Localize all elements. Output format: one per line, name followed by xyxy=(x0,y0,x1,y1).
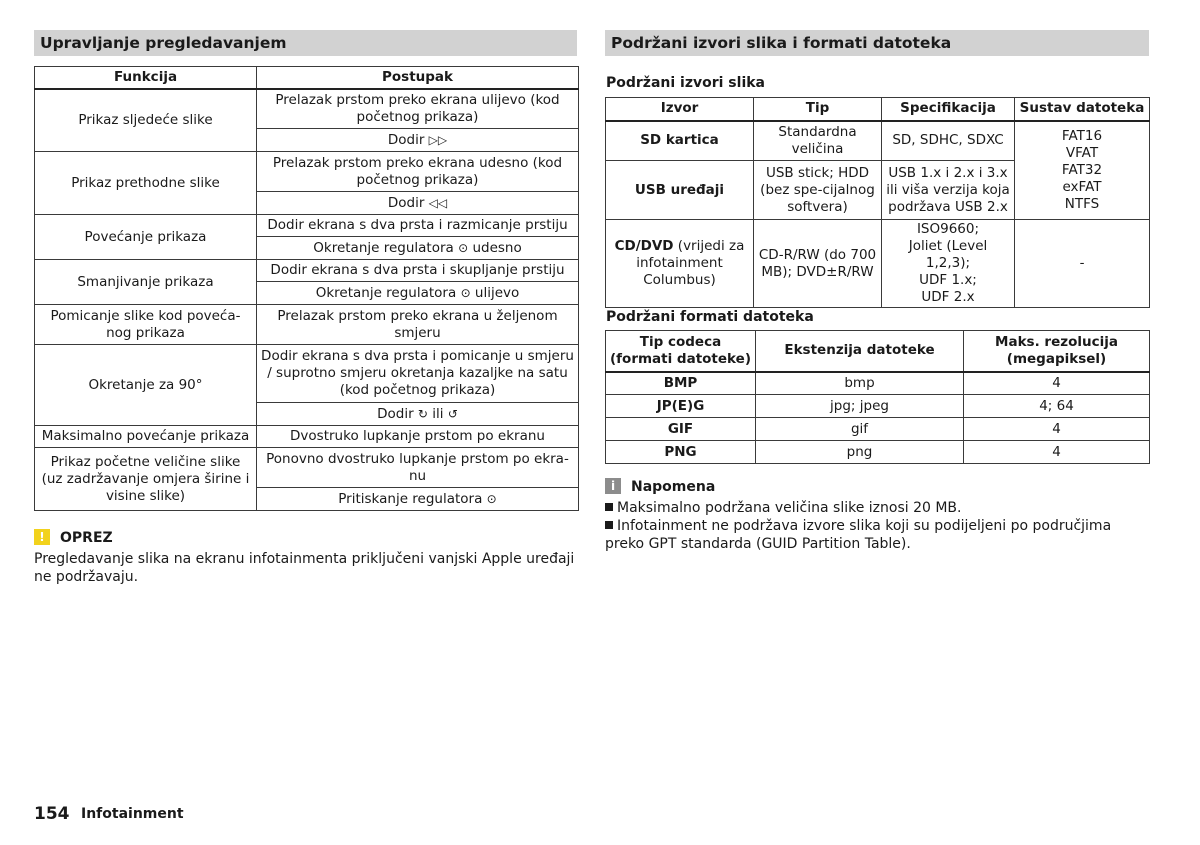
sources-table xyxy=(605,97,1150,308)
note-item xyxy=(605,517,1149,553)
section-title-right: Podržani izvori slika i formati datoteka xyxy=(605,30,1149,56)
extension-cell: gif xyxy=(756,418,964,441)
function-cell: Prikaz prethodne slike xyxy=(35,152,257,215)
procedure-text: Dodir xyxy=(387,194,425,211)
source-bold: CD/DVD xyxy=(614,238,674,254)
type-cell: CD-R/RW (do 700 MB); DVD±R/RW xyxy=(754,220,882,308)
filesystem-cell xyxy=(1015,121,1150,220)
column-header-funkcija: Funkcija xyxy=(35,67,257,89)
info-icon: i xyxy=(605,478,621,494)
column-header-postupak: Postupak xyxy=(257,67,579,89)
rotate-clockwise-icon: ↻ xyxy=(417,406,428,421)
rotate-counterclockwise-icon: ↺ xyxy=(447,406,458,421)
rotary-knob-icon: ⊙ xyxy=(486,491,497,506)
source-cell: SD kartica xyxy=(606,121,754,161)
filesystem-item: FAT32 xyxy=(1061,161,1103,178)
sources-heading: Podržani izvori slika xyxy=(606,75,765,91)
note-title: Napomena xyxy=(631,479,716,495)
extension-cell: bmp xyxy=(756,372,964,395)
procedure-cell: Prelazak prstom preko ekrana udesno (kod početnog prikaza) xyxy=(257,152,579,192)
column-header-extension: Ekstenzija datoteke xyxy=(756,331,964,372)
procedure-text: Pritiskanje regulatora xyxy=(338,490,483,507)
column-header-izvor: Izvor xyxy=(606,98,754,121)
filesystem-cell: - xyxy=(1015,220,1150,308)
procedure-cell: Prelazak prstom preko ekrana u željenom smjeru xyxy=(257,305,579,345)
filesystem-item: exFAT xyxy=(1062,178,1102,195)
procedure-text: Dodir xyxy=(387,131,425,148)
filesystem-item: NTFS xyxy=(1064,195,1100,212)
spec-line: ISO9660; xyxy=(916,221,980,237)
procedure-cell: Dvostruko lupkanje prstom po ekranu xyxy=(257,426,579,448)
source-cell xyxy=(606,220,754,308)
rotary-knob-icon: ⊙ xyxy=(460,285,471,300)
rewind-icon: ◁◁ xyxy=(428,195,448,210)
bullet-icon xyxy=(605,503,613,511)
procedure-text: ili xyxy=(432,405,444,422)
caution-title: OPREZ xyxy=(60,530,113,546)
spec-cell: USB 1.x i 2.x i 3.x ili viša verzija koja podržava USB 2.x xyxy=(882,161,1015,220)
column-header-specifikacija: Specifikacija xyxy=(882,98,1015,121)
section-title-left: Upravljanje pregledavanjem xyxy=(34,30,577,56)
fast-forward-icon: ▷▷ xyxy=(428,132,448,147)
source-note: (vrijedi za infotainment Columbus) xyxy=(636,238,745,288)
column-header-sustav: Sustav datoteka xyxy=(1015,98,1150,121)
function-cell: Okretanje za 90° xyxy=(35,345,257,426)
procedure-cell xyxy=(257,192,579,215)
procedure-cell: Ponovno dvostruko lupkanje prstom po ekra-nu xyxy=(257,448,579,488)
note-item xyxy=(605,499,1149,517)
procedure-text: udesno xyxy=(472,239,522,256)
filesystem-item: FAT16 xyxy=(1061,127,1103,144)
codec-cell: GIF xyxy=(606,418,756,441)
procedure-cell xyxy=(257,282,579,305)
procedure-text: Dodir xyxy=(377,405,414,422)
codec-cell: JP(E)G xyxy=(606,395,756,418)
formats-heading: Podržani formati datoteka xyxy=(606,309,814,325)
rotary-knob-icon: ⊙ xyxy=(458,240,469,255)
function-cell: Povećanje prikaza xyxy=(35,215,257,260)
function-cell: Pomicanje slike kod poveća-nog prikaza xyxy=(35,305,257,345)
spec-line: Joliet (Level 1,2,3); xyxy=(908,238,988,271)
spec-cell xyxy=(882,220,1015,308)
procedure-cell xyxy=(257,403,579,426)
spec-line: UDF 2.x xyxy=(921,289,975,305)
caution-icon: ! xyxy=(34,529,50,545)
procedure-cell: Dodir ekrana s dva prsta i skupljanje prstiju xyxy=(257,260,579,282)
spec-line: UDF 1.x; xyxy=(919,272,977,288)
bullet-icon xyxy=(605,521,613,529)
note-item-text: Maksimalno podržana veličina slike iznosi 20 MB. xyxy=(617,500,962,516)
spec-cell: SD, SDHC, SDXC xyxy=(882,121,1015,161)
column-header-codec: Tip codeca (formati datoteke) xyxy=(606,331,756,372)
chapter-name: Infotainment xyxy=(81,806,184,822)
procedure-text: Okretanje regulatora xyxy=(315,284,457,301)
function-cell: Prikaz sljedeće slike xyxy=(35,89,257,152)
formats-table xyxy=(605,330,1150,464)
procedure-cell: Dodir ekrana s dva prsta i pomicanje u smjeru / suprotno smjeru okretanja kazaljke na satu (kod početnog prikaza) xyxy=(257,345,579,403)
filesystem-item: VFAT xyxy=(1065,144,1099,161)
procedure-cell xyxy=(257,488,579,511)
procedure-text: ulijevo xyxy=(474,284,520,301)
extension-cell: png xyxy=(756,441,964,464)
column-header-tip: Tip xyxy=(754,98,882,121)
function-cell: Smanjivanje prikaza xyxy=(35,260,257,305)
resolution-cell: 4 xyxy=(964,418,1150,441)
source-cell: USB uređaji xyxy=(606,161,754,220)
procedure-text: Okretanje regulatora xyxy=(313,239,454,256)
procedure-cell: Dodir ekrana s dva prsta i razmicanje prstiju xyxy=(257,215,579,237)
page-number: 154 xyxy=(34,804,70,824)
procedure-cell xyxy=(257,129,579,152)
navigation-table xyxy=(34,66,579,511)
type-cell: USB stick; HDD (bez spe-cijalnog softvera) xyxy=(754,161,882,220)
type-cell: Standardna veličina xyxy=(754,121,882,161)
caution-text: Pregledavanje slika na ekranu infotainmenta priključeni vanjski Apple uređaji ne podržavaju. xyxy=(34,551,575,585)
codec-cell: PNG xyxy=(606,441,756,464)
note-item-text: Infotainment ne podržava izvore slika koji su podijeljeni po područjima preko GPT standarda (GUID Partition Table). xyxy=(605,518,1112,552)
extension-cell: jpg; jpeg xyxy=(756,395,964,418)
function-cell: Prikaz početne veličine slike (uz zadržavanje omjera širine i visine slike) xyxy=(35,448,257,511)
procedure-cell xyxy=(257,237,579,260)
function-cell: Maksimalno povećanje prikaza xyxy=(35,426,257,448)
procedure-cell: Prelazak prstom preko ekrana ulijevo (kod početnog prikaza) xyxy=(257,89,579,129)
codec-cell: BMP xyxy=(606,372,756,395)
resolution-cell: 4 xyxy=(964,372,1150,395)
resolution-cell: 4 xyxy=(964,441,1150,464)
resolution-cell: 4; 64 xyxy=(964,395,1150,418)
column-header-resolution: Maks. rezolucija (megapiksel) xyxy=(964,331,1150,372)
